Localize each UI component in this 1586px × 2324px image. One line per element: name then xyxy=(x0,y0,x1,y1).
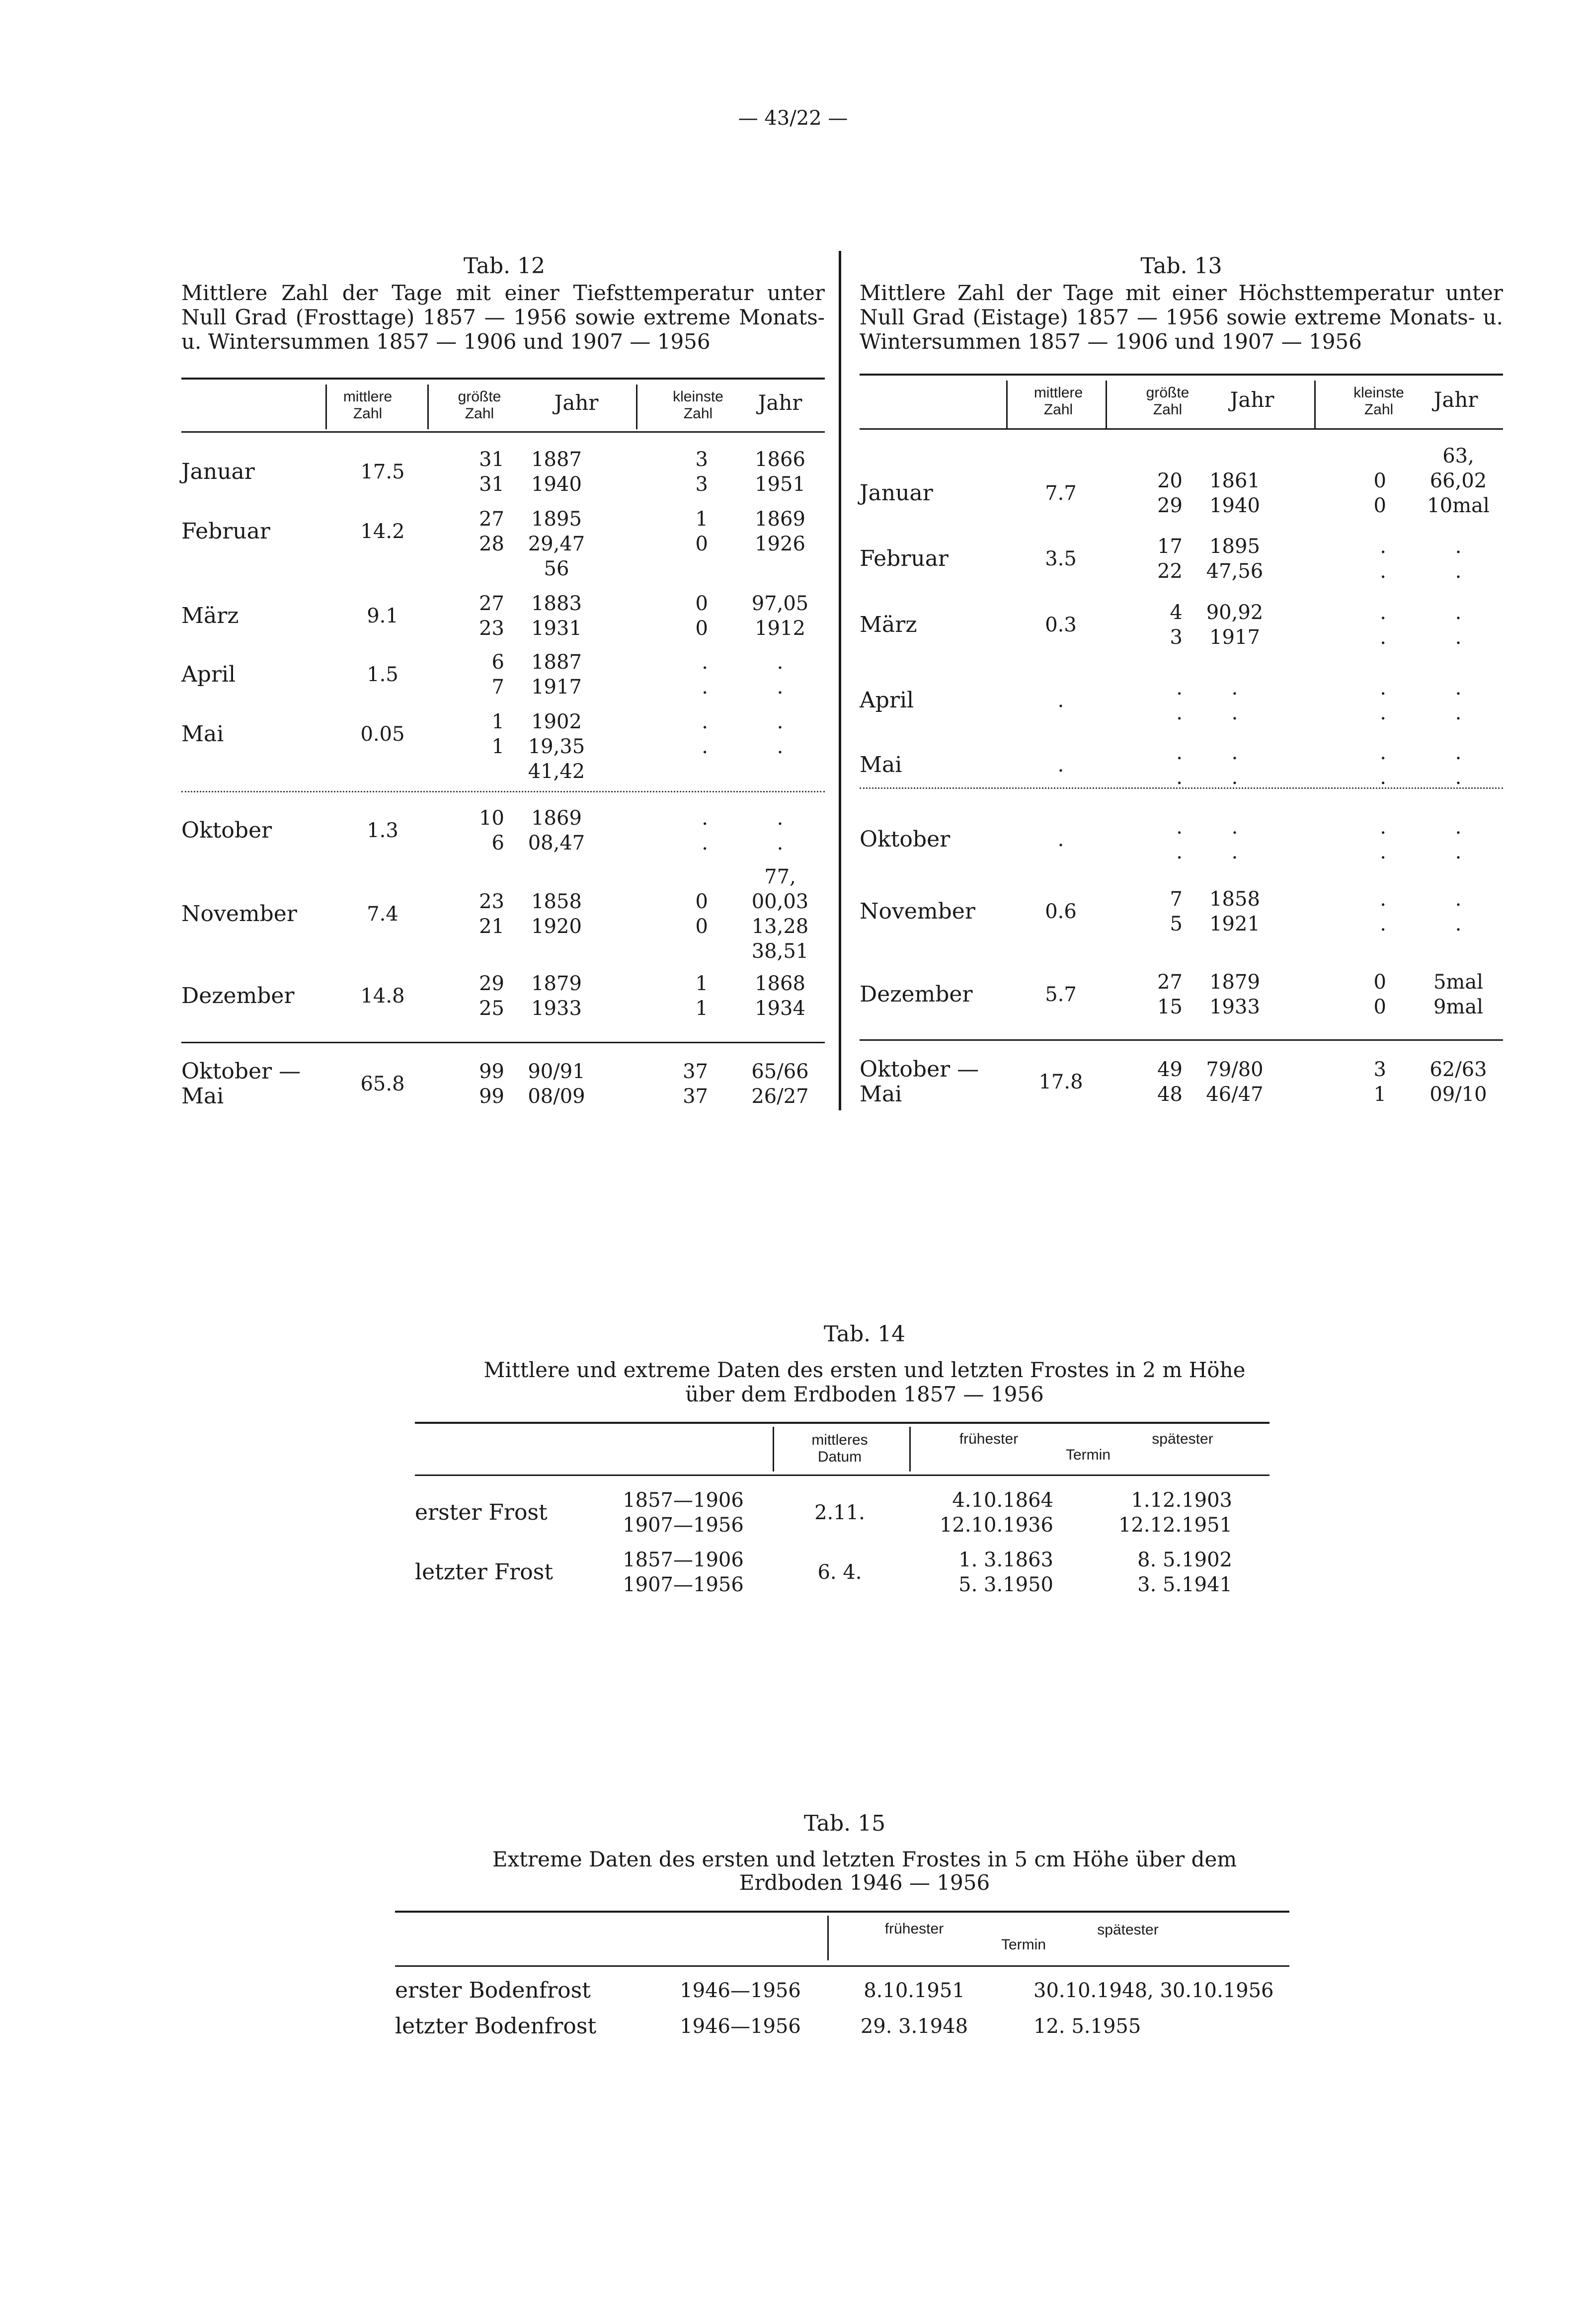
earliest-date: 4.10.1864 xyxy=(952,1489,1053,1512)
min-year: 97,05 xyxy=(751,592,809,615)
min-value: . xyxy=(1380,626,1386,649)
min-year: . xyxy=(777,651,784,674)
period: 1857—1906 xyxy=(623,1489,744,1512)
month-label: Januar xyxy=(860,480,933,506)
month-label: Dezember xyxy=(181,983,295,1008)
mean-value: . xyxy=(1057,689,1064,712)
latest-date: 8. 5.1902 xyxy=(1137,1549,1232,1571)
month-label: Februar xyxy=(181,519,270,544)
max-year: 1940 xyxy=(531,473,582,496)
max-year: 56 xyxy=(544,557,569,580)
header-termin: Termin xyxy=(1065,1447,1110,1463)
max-value: 17 xyxy=(1157,535,1183,558)
header-spaetester: spätester xyxy=(1097,1922,1159,1938)
mean-date: 6. 4. xyxy=(817,1561,862,1584)
max-year: 1879 xyxy=(531,972,582,995)
min-year: 77, xyxy=(764,865,796,888)
min-value: . xyxy=(1380,677,1386,699)
min-value: 1 xyxy=(695,997,708,1020)
mean-value: 0.3 xyxy=(1045,614,1077,636)
max-value: . xyxy=(1176,766,1183,789)
min-year: . xyxy=(1455,766,1462,789)
month-label: Januar xyxy=(181,459,255,484)
min-year: 00,03 xyxy=(751,890,809,913)
earliest-date: 1. 3.1863 xyxy=(958,1549,1053,1571)
max-year: 29,47 xyxy=(528,533,585,555)
mean-value: 14.2 xyxy=(360,520,405,543)
table-12-caption: Mittlere Zahl der Tage mit einer Tiefsttemperatur unter Null Grad (Frosttage) 1857 — 1956 sowie extreme Monats- u. Wintersummen 1857 — 1906 und 1907 — 1956 xyxy=(181,281,825,354)
max-year: 1933 xyxy=(1209,996,1260,1018)
max-value: 31 xyxy=(479,448,504,471)
latest-date: 30.10.1948, 30.10.1956 xyxy=(1033,1979,1274,2002)
min-year: . xyxy=(1455,841,1462,863)
table-14-caption-line1: Mittlere und extreme Daten des ersten und letzten Frostes in 2 m Höhe xyxy=(483,1358,1246,1382)
mean-value: 3.5 xyxy=(1045,547,1077,570)
table-15-caption-line2: Erdboden 1946 — 1956 xyxy=(739,1870,990,1895)
max-value: 49 xyxy=(1157,1058,1183,1081)
max-year: 1879 xyxy=(1209,971,1260,994)
max-year: 1917 xyxy=(531,676,582,698)
min-value: 0 xyxy=(695,890,708,913)
min-year: . xyxy=(777,735,784,758)
min-year: 1869 xyxy=(755,508,805,531)
min-value: 0 xyxy=(1373,971,1386,994)
min-value: 0 xyxy=(1373,469,1386,492)
max-value: 21 xyxy=(479,915,504,938)
max-year: 08/09 xyxy=(528,1085,585,1108)
header-spaetester: spätester xyxy=(1152,1431,1213,1447)
mean-value: 1.3 xyxy=(367,819,398,842)
min-value: . xyxy=(1380,913,1386,935)
min-year: 10mal xyxy=(1427,494,1490,517)
max-year: 46/47 xyxy=(1206,1083,1264,1106)
period: 1946—1956 xyxy=(680,1979,801,2002)
max-value: 1 xyxy=(491,735,504,758)
min-value: 3 xyxy=(1373,1058,1386,1081)
header-jahr: Jahr xyxy=(1433,387,1478,412)
earliest-date: 5. 3.1950 xyxy=(958,1573,1053,1596)
table-13-total-rule xyxy=(860,1039,1503,1041)
table-14-top-rule xyxy=(415,1422,1269,1424)
min-value: 0 xyxy=(1373,494,1386,517)
min-value: . xyxy=(1380,601,1386,624)
min-value: . xyxy=(1380,535,1386,558)
header-groesste: größte Zahl xyxy=(458,388,501,422)
header-fruehester: frühester xyxy=(959,1431,1019,1447)
table-13-top-rule xyxy=(860,374,1503,376)
max-value: . xyxy=(1176,701,1183,724)
mean-value: 5.7 xyxy=(1045,983,1077,1006)
table-13-caption: Mittlere Zahl der Tage mit einer Höchsttemperatur unter Null Grad (Eistage) 1857 — 1956 sowie extreme Monats- u. Wintersummen 1857 — 1906 und 1907 — 1956 xyxy=(860,281,1503,354)
mean-date: 2.11. xyxy=(814,1501,865,1524)
max-value: 3 xyxy=(1170,626,1183,649)
min-value: . xyxy=(702,710,708,733)
min-year: 1934 xyxy=(755,997,805,1020)
month-label: Mai xyxy=(860,752,902,777)
max-value: . xyxy=(1176,677,1183,699)
period: 1857—1906 xyxy=(623,1549,744,1571)
max-value: 27 xyxy=(479,592,504,615)
max-year: 41,42 xyxy=(528,760,585,783)
max-value: 99 xyxy=(479,1085,504,1108)
max-year: 1933 xyxy=(531,997,582,1020)
table-14-title: Tab. 14 xyxy=(823,1321,906,1347)
max-year: . xyxy=(1231,741,1238,764)
month-label: April xyxy=(860,688,914,713)
max-year: 1887 xyxy=(531,448,582,471)
min-value: 1 xyxy=(1373,1083,1386,1106)
min-value: 37 xyxy=(683,1085,708,1108)
max-year: . xyxy=(1231,677,1238,699)
min-value: . xyxy=(702,735,708,758)
max-value: . xyxy=(1176,741,1183,764)
max-year: 1902 xyxy=(531,710,582,733)
total-label: Mai xyxy=(860,1082,902,1107)
page-number: — 43/22 — xyxy=(738,107,848,130)
min-year: . xyxy=(777,832,784,854)
max-year: 1920 xyxy=(531,915,582,938)
column-divider xyxy=(827,1916,829,1960)
header-mittleres-datum: mittleres Datum xyxy=(811,1432,868,1465)
max-year: . xyxy=(1231,701,1238,724)
max-year: 1858 xyxy=(1209,888,1260,911)
table-12-total-rule xyxy=(181,1042,825,1043)
min-value: . xyxy=(1380,888,1386,911)
month-label: November xyxy=(181,901,297,927)
mean-value: 0.6 xyxy=(1045,900,1077,923)
header-jahr: Jahr xyxy=(554,390,599,415)
min-year: . xyxy=(1455,913,1462,935)
table-15-header-rule xyxy=(395,1965,1289,1967)
max-value: . xyxy=(1176,816,1183,839)
column-divider xyxy=(773,1427,774,1472)
month-label: Februar xyxy=(860,546,949,571)
max-year: 19,35 xyxy=(528,735,585,758)
column-divider xyxy=(1314,381,1316,429)
header-termin: Termin xyxy=(1001,1937,1046,1953)
total-label: Mai xyxy=(181,1084,224,1109)
min-year: 1868 xyxy=(755,972,805,995)
max-value: 5 xyxy=(1170,913,1183,935)
header-groesste: größte Zahl xyxy=(1146,385,1190,418)
max-year: 90,92 xyxy=(1206,601,1264,624)
row-label: letzter Frost xyxy=(415,1559,554,1585)
max-value: 22 xyxy=(1157,560,1183,583)
header-jahr: Jahr xyxy=(758,390,802,415)
min-value: 0 xyxy=(695,533,708,555)
min-year: 62/63 xyxy=(1429,1058,1487,1081)
mean-value: 7.7 xyxy=(1045,482,1077,505)
max-value: 6 xyxy=(491,651,504,674)
row-label: erster Frost xyxy=(415,1500,548,1525)
month-label: Oktober xyxy=(860,827,951,852)
mean-value: 17.5 xyxy=(360,461,405,483)
max-value: 10 xyxy=(479,807,504,830)
max-year: 1858 xyxy=(531,890,582,913)
min-value: 1 xyxy=(695,972,708,995)
max-year: . xyxy=(1231,766,1238,789)
min-value: . xyxy=(702,676,708,698)
mean-value: 17.8 xyxy=(1038,1071,1083,1093)
row-label: erster Bodenfrost xyxy=(395,1978,591,2003)
max-value: 6 xyxy=(491,832,504,854)
min-value: 0 xyxy=(1373,996,1386,1018)
mean-value: 14.8 xyxy=(360,985,405,1007)
month-label: März xyxy=(181,603,239,628)
max-year: 1895 xyxy=(1209,535,1260,558)
header-kleinste: kleinste Zahl xyxy=(1353,385,1404,418)
max-year: 1887 xyxy=(531,651,582,674)
max-year: 90/91 xyxy=(528,1060,585,1083)
max-value: 15 xyxy=(1157,996,1183,1018)
month-label: März xyxy=(860,612,917,637)
min-year: 13,28 xyxy=(751,915,809,938)
max-year: 79/80 xyxy=(1206,1058,1264,1081)
min-year: . xyxy=(1455,535,1462,558)
section-separator xyxy=(860,787,1503,789)
total-label: Oktober — xyxy=(860,1057,979,1082)
max-value: 31 xyxy=(479,473,504,496)
min-value: . xyxy=(1380,741,1386,764)
mean-value: 7.4 xyxy=(367,903,398,926)
min-year: . xyxy=(777,807,784,830)
min-value: 1 xyxy=(695,508,708,531)
min-value: . xyxy=(702,832,708,854)
column-divider xyxy=(1106,381,1107,429)
table-12-top-rule xyxy=(181,378,825,380)
min-year: 09/10 xyxy=(1429,1083,1487,1106)
min-year: . xyxy=(1455,560,1462,583)
section-separator xyxy=(181,791,825,792)
min-year: 1951 xyxy=(755,473,805,496)
month-label: April xyxy=(181,662,236,687)
month-label: Oktober xyxy=(181,818,272,843)
column-divider xyxy=(909,1427,911,1472)
column-divider xyxy=(636,385,637,429)
period: 1907—1956 xyxy=(623,1514,744,1537)
min-value: . xyxy=(1380,766,1386,789)
table-13-header-rule xyxy=(860,428,1503,430)
mean-value: 65.8 xyxy=(360,1073,405,1095)
min-year: 26/27 xyxy=(751,1085,809,1108)
row-label: letzter Bodenfrost xyxy=(395,2014,597,2039)
max-value: 29 xyxy=(479,972,504,995)
latest-date: 12.12.1951 xyxy=(1118,1514,1232,1537)
min-year: 5mal xyxy=(1433,971,1484,994)
min-year: 1926 xyxy=(755,533,805,555)
table-14-caption-line2: über dem Erdboden 1857 — 1956 xyxy=(685,1382,1044,1406)
min-year: 1912 xyxy=(755,617,805,640)
min-value: 0 xyxy=(695,915,708,938)
table-12-title: Tab. 12 xyxy=(463,253,546,279)
min-year: 38,51 xyxy=(751,940,809,963)
max-value: 25 xyxy=(479,997,504,1020)
tables-divider xyxy=(839,251,841,1110)
earliest-date: 29. 3.1948 xyxy=(860,2015,968,2038)
min-value: 37 xyxy=(683,1060,708,1083)
min-year: . xyxy=(1455,701,1462,724)
min-year: . xyxy=(1455,816,1462,839)
max-year: 08,47 xyxy=(528,832,585,854)
mean-value: . xyxy=(1057,754,1064,776)
max-value: 1 xyxy=(491,710,504,733)
month-label: Dezember xyxy=(860,982,973,1007)
min-year: . xyxy=(1455,677,1462,699)
min-year: . xyxy=(1455,601,1462,624)
period: 1946—1956 xyxy=(680,2015,801,2038)
min-value: 0 xyxy=(695,617,708,640)
max-value: 23 xyxy=(479,617,504,640)
table-14-header-rule xyxy=(415,1474,1269,1476)
header-kleinste: kleinste Zahl xyxy=(673,388,723,422)
min-value: . xyxy=(1380,841,1386,863)
max-value: 4 xyxy=(1170,601,1183,624)
max-year: 1869 xyxy=(531,807,582,830)
month-label: Mai xyxy=(181,721,224,747)
max-year: 1883 xyxy=(531,592,582,615)
max-value: 27 xyxy=(479,508,504,531)
header-jahr: Jahr xyxy=(1230,387,1274,412)
min-value: 3 xyxy=(695,448,708,471)
table-12-header-rule xyxy=(181,431,825,433)
min-year: 1866 xyxy=(755,448,805,471)
earliest-date: 12.10.1936 xyxy=(939,1514,1053,1537)
table-15-caption-line1: Extreme Daten des ersten und letzten Frostes in 5 cm Höhe über dem xyxy=(492,1847,1237,1871)
min-year: . xyxy=(777,710,784,733)
min-value: . xyxy=(1380,560,1386,583)
min-value: . xyxy=(702,807,708,830)
min-value: . xyxy=(1380,816,1386,839)
latest-date: 1.12.1903 xyxy=(1131,1489,1232,1512)
latest-date: 12. 5.1955 xyxy=(1033,2015,1141,2038)
min-year: . xyxy=(1455,741,1462,764)
min-year: 66,02 xyxy=(1429,469,1487,492)
max-value: . xyxy=(1176,841,1183,863)
max-value: 48 xyxy=(1157,1083,1183,1106)
column-divider xyxy=(427,385,429,429)
column-divider xyxy=(1006,381,1008,429)
mean-value: 1.5 xyxy=(367,663,398,686)
min-value: 0 xyxy=(695,592,708,615)
min-value: 3 xyxy=(695,473,708,496)
max-year: 1931 xyxy=(531,617,582,640)
min-year: 9mal xyxy=(1433,996,1484,1018)
table-15-top-rule xyxy=(395,1911,1289,1913)
max-value: 23 xyxy=(479,890,504,913)
max-year: 1921 xyxy=(1209,913,1260,935)
header-fruehester: frühester xyxy=(884,1921,944,1937)
max-year: 1895 xyxy=(531,508,582,531)
max-value: 20 xyxy=(1157,469,1183,492)
max-value: 7 xyxy=(491,676,504,698)
min-year: 63, xyxy=(1442,445,1474,467)
max-year: . xyxy=(1231,841,1238,863)
max-year: 1917 xyxy=(1209,626,1260,649)
max-year: 1940 xyxy=(1209,494,1260,517)
max-value: 27 xyxy=(1157,971,1183,994)
max-year: 47,56 xyxy=(1206,560,1264,583)
header-mittlere: mittlere Zahl xyxy=(1033,385,1083,418)
max-value: 99 xyxy=(479,1060,504,1083)
mean-value: 0.05 xyxy=(360,723,405,746)
min-year: . xyxy=(1455,626,1462,649)
header-mittlere: mittlere Zahl xyxy=(343,388,393,422)
min-value: . xyxy=(702,651,708,674)
table-15-title: Tab. 15 xyxy=(803,1811,886,1836)
latest-date: 3. 5.1941 xyxy=(1137,1573,1232,1596)
min-year: 65/66 xyxy=(751,1060,809,1083)
max-value: 28 xyxy=(479,533,504,555)
max-value: 7 xyxy=(1170,888,1183,911)
max-value: 29 xyxy=(1157,494,1183,517)
max-year: 1861 xyxy=(1209,469,1260,492)
column-divider xyxy=(325,385,327,429)
month-label: November xyxy=(860,899,975,924)
table-13-title: Tab. 13 xyxy=(1140,253,1222,279)
min-year: . xyxy=(777,676,784,698)
total-label: Oktober — xyxy=(181,1059,301,1084)
max-year: . xyxy=(1231,816,1238,839)
min-year: . xyxy=(1455,888,1462,911)
mean-value: . xyxy=(1057,828,1064,851)
period: 1907—1956 xyxy=(623,1573,744,1596)
earliest-date: 8.10.1951 xyxy=(864,1979,965,2002)
min-value: . xyxy=(1380,701,1386,724)
mean-value: 9.1 xyxy=(367,605,398,627)
